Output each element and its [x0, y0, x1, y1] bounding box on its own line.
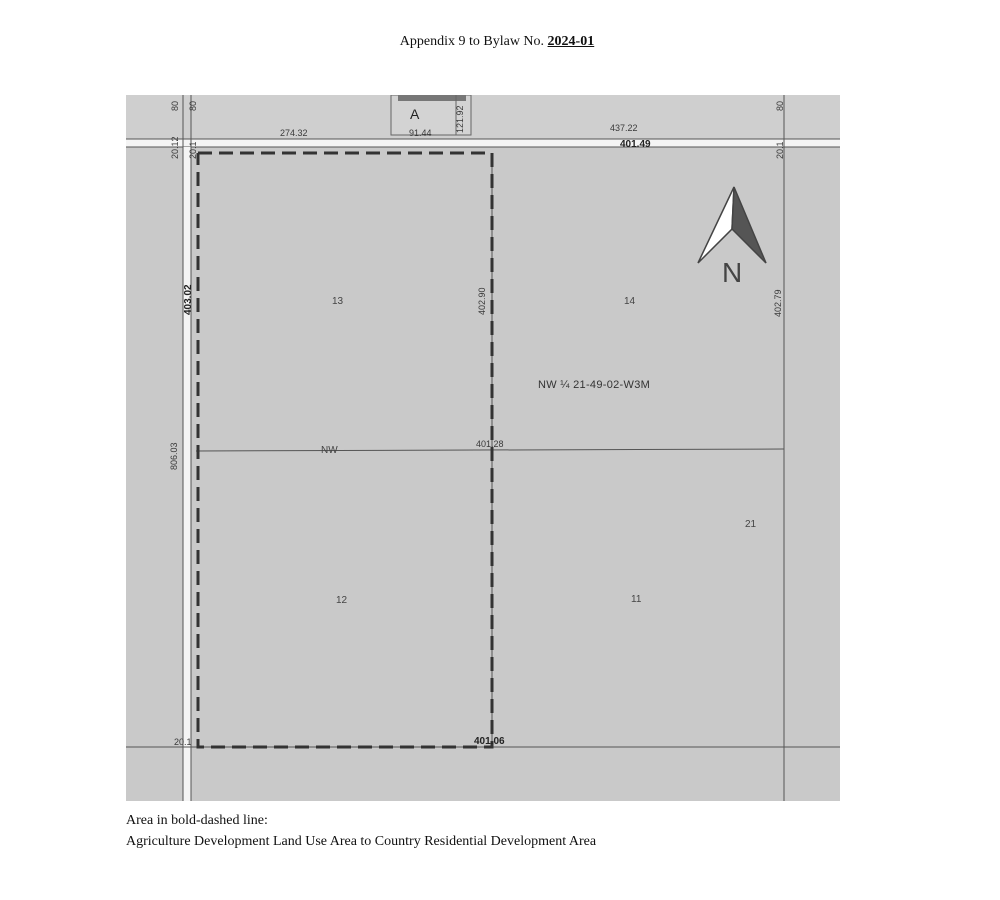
- dim-road-top-b: 80: [188, 100, 198, 111]
- dim-road-left-b: 20.1: [188, 141, 198, 159]
- dim-top-left: 274.32: [280, 128, 308, 138]
- bylaw-number: 2024-01: [547, 34, 595, 49]
- caption-line-1: Area in bold-dashed line:: [126, 813, 268, 828]
- dim-road-left-a: 20.12: [170, 136, 180, 159]
- north-indicator-label: N: [722, 257, 743, 288]
- dim-top-total: 401.49: [620, 139, 651, 150]
- dim-mid-center: 401.28: [476, 439, 504, 449]
- section-12-label: 12: [336, 595, 348, 606]
- dim-road-right: 20.1: [775, 141, 785, 159]
- dim-right-side: 402.79: [773, 289, 783, 317]
- left-road: [183, 147, 191, 801]
- dim-bottom-mid: 401.06: [474, 736, 505, 747]
- dim-top-mid: 91.44: [409, 128, 432, 138]
- header-prefix: Appendix 9 to Bylaw No.: [399, 34, 545, 49]
- parcel-map: [126, 95, 840, 801]
- section-13-label: 13: [332, 296, 344, 307]
- lot-a-label: A: [410, 106, 420, 122]
- dim-left-side: 403.02: [183, 284, 194, 315]
- dim-top-lot-side: 121.92: [455, 105, 465, 133]
- section-11-label: 11: [631, 594, 642, 605]
- caption-line-2: Agriculture Development Land Use Area to Country Residential Development Area: [126, 834, 597, 849]
- page-header: [0, 34, 1000, 50]
- top-road: [126, 139, 840, 147]
- dim-road-top-c: 80: [775, 100, 785, 111]
- map-caption: [126, 810, 596, 852]
- dim-bottom-left: 20.1: [174, 737, 192, 747]
- dim-mid-north: 402.90: [477, 287, 487, 315]
- quarter-nw-label: NW: [321, 445, 338, 456]
- north-arrow-right: [732, 187, 766, 263]
- parcel-legal-description: NW ¼ 21-49-02-W3M: [538, 379, 651, 391]
- north-arrow-left: [698, 187, 734, 263]
- section-14-label: 14: [624, 296, 636, 307]
- dim-top-right: 437.22: [610, 123, 638, 133]
- section-21-label: 21: [745, 519, 757, 530]
- dim-road-top-a: 80: [170, 100, 180, 111]
- dim-left-total: 806.03: [169, 442, 179, 470]
